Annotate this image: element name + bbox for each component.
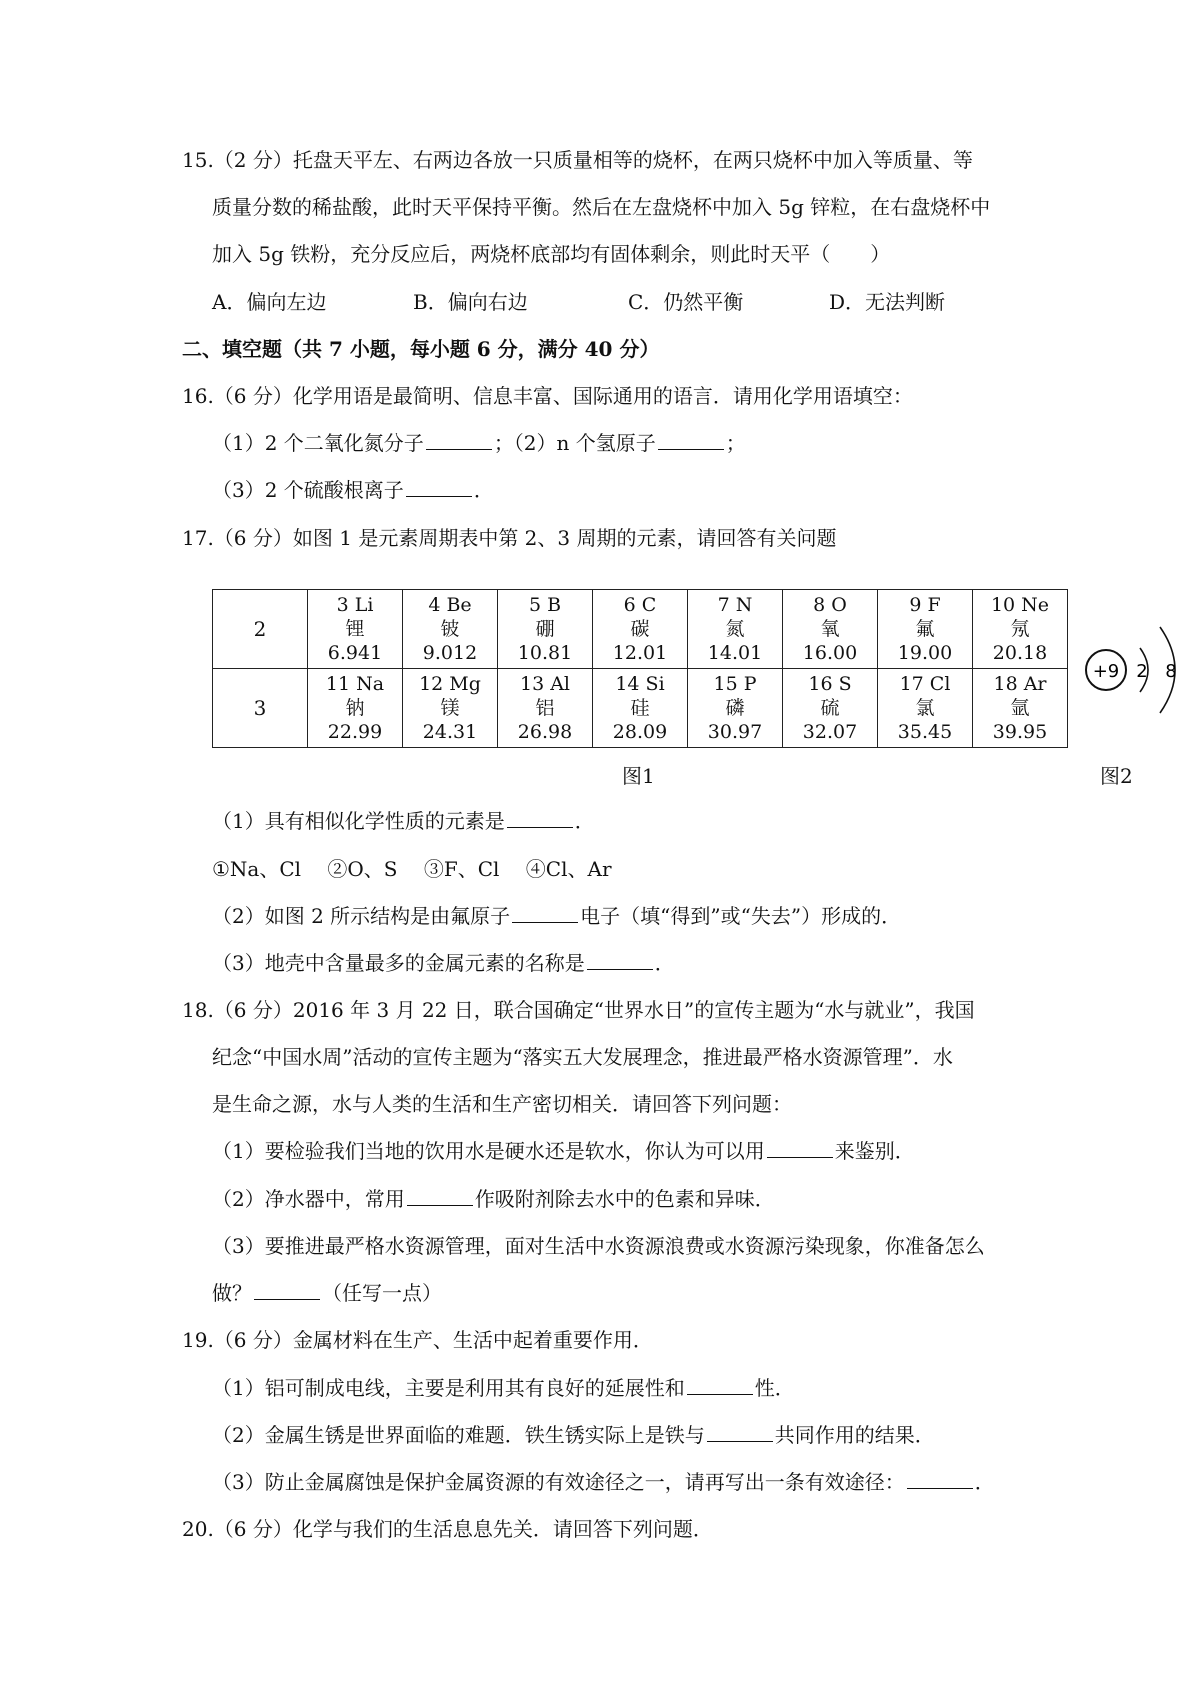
period-3-row — [213, 669, 1068, 748]
element-cell: 9 F 氟 19.00 — [878, 590, 973, 669]
element-cell: 12 Mg 镁 24.31 — [403, 669, 498, 748]
q18-line1: 18.（6 分）2016 年 3 月 22 日，联合国确定“世界水日”的宣传主题为“水与就业”，我国 — [182, 998, 975, 1022]
answer-blank — [687, 1374, 753, 1395]
q18-line2: 纪念“中国水周”活动的宣传主题为“落实五大发展理念，推进最严格水资源管理”．水 — [212, 1045, 953, 1069]
q17-p2-text: （2）如图 2 所示结构是由氟原子 — [212, 904, 511, 928]
q16-stem: 16.（6 分）化学用语是最简明、信息丰富、国际通用的语言．请用化学用语填空： — [182, 384, 913, 408]
q16-p2-end: ； — [725, 431, 746, 455]
q17-part3 — [212, 949, 675, 977]
answer-blank — [426, 429, 492, 450]
q18-p3-end: （任写一点） — [322, 1281, 442, 1305]
q15-option-b: B．偏向右边 — [413, 290, 528, 314]
q16-part3 — [212, 476, 494, 504]
q18-p1-text: （1）要检验我们当地的饮用水是硬水还是软水，你认为可以用 — [212, 1139, 765, 1163]
q17-p2-end: 电子（填“得到”或“失去”）形成的． — [580, 904, 902, 928]
q16-p3-text: （3）2 个硫酸根离子 — [212, 478, 404, 502]
q15-line1: 15.（2 分）托盘天平左、右两边各放一只质量相等的烧杯，在两只烧杯中加入等质量、等 — [182, 148, 973, 172]
figure-2-label: 图2 — [1100, 764, 1133, 788]
q18-part3: （3）要推进最严格水资源管理，面对生活中水资源浪费或水资源污染现象，你准备怎么 — [212, 1234, 985, 1258]
element-cell: 4 Be 铍 9.012 — [403, 590, 498, 669]
period-label: 2 — [213, 590, 308, 669]
answer-blank — [507, 807, 573, 828]
element-cell: 11 Na 钠 22.99 — [308, 669, 403, 748]
q19-stem: 19.（6 分）金属材料在生产、生活中起着重要作用． — [182, 1328, 653, 1352]
periodic-table — [212, 589, 1068, 748]
q18-part2 — [212, 1185, 775, 1213]
element-cell: 14 Si 硅 28.09 — [593, 669, 688, 748]
q17-p1-text: （1）具有相似化学性质的元素是 — [212, 809, 505, 833]
q19-p1-end: 性． — [754, 1376, 795, 1400]
section-title: 二、填空题（共 7 小题，每小题 6 分，满分 40 分） — [182, 337, 660, 361]
answer-blank — [406, 476, 472, 497]
q19-p2-end: 共同作用的结果． — [774, 1423, 935, 1447]
q17-p1-end: ． — [574, 809, 595, 833]
nucleus-charge: +9 — [1092, 661, 1120, 682]
element-cell: 17 Cl 氯 35.45 — [878, 669, 973, 748]
shell-2-electrons: 8 — [1165, 661, 1177, 682]
q19-p3-end: ． — [974, 1470, 995, 1494]
answer-blank — [512, 902, 578, 923]
answer-blank — [707, 1421, 773, 1442]
element-cell: 6 C 碳 12.01 — [593, 590, 688, 669]
q19-part1 — [212, 1374, 795, 1402]
q18-p2-end: 作吸附剂除去水中的色素和异味． — [474, 1187, 775, 1211]
q18-part3-cont — [212, 1279, 442, 1307]
q17-stem: 17.（6 分）如图 1 是元素周期表中第 2、3 周期的元素，请回答有关问题 — [182, 526, 837, 550]
q18-p2-text: （2）净水器中，常用 — [212, 1187, 405, 1211]
q16-p2-text: ；（2）n 个氢原子 — [493, 431, 656, 455]
q15-option-a: A．偏向左边 — [212, 290, 327, 314]
answer-blank — [907, 1468, 973, 1489]
answer-blank — [407, 1185, 473, 1206]
element-cell: 5 B 硼 10.81 — [498, 590, 593, 669]
answer-blank — [658, 429, 724, 450]
element-cell: 7 N 氮 14.01 — [688, 590, 783, 669]
q19-part2 — [212, 1421, 935, 1449]
q17-choices: ①Na、Cl ②O、S ③F、Cl ④Cl、Ar — [212, 857, 612, 881]
q18-part1 — [212, 1137, 915, 1165]
q17-p3-end: ． — [654, 951, 675, 975]
q18-p1-end: 来鉴别． — [834, 1139, 915, 1163]
q17-part2 — [212, 902, 901, 930]
q16-p3-end: ． — [473, 478, 494, 502]
answer-blank — [254, 1279, 320, 1300]
q16-p1-text: （1）2 个二氧化氮分子 — [212, 431, 424, 455]
q19-p3-text: （3）防止金属腐蚀是保护金属资源的有效途径之一，请再写出一条有效途径： — [212, 1470, 905, 1494]
q19-p2-text: （2）金属生锈是世界面临的难题．铁生锈实际上是铁与 — [212, 1423, 705, 1447]
element-cell: 16 S 硫 32.07 — [783, 669, 878, 748]
period-2-row — [213, 590, 1068, 669]
answer-blank — [587, 949, 653, 970]
q20-stem: 20.（6 分）化学与我们的生活息息先关．请回答下列问题． — [182, 1517, 713, 1541]
q16-part1 — [212, 429, 746, 457]
element-cell: 13 Al 铝 26.98 — [498, 669, 593, 748]
period-label: 3 — [213, 669, 308, 748]
q15-line3: 加入 5g 铁粉，充分反应后，两烧杯底部均有固体剩余，则此时天平（ ） — [212, 242, 891, 266]
q15-option-c: C．仍然平衡 — [628, 290, 744, 314]
element-cell: 3 Li 锂 6.941 — [308, 590, 403, 669]
q15-option-d: D．无法判断 — [829, 290, 946, 314]
figure-1-label: 图1 — [622, 764, 655, 788]
answer-blank — [767, 1137, 833, 1158]
element-cell: 10 Ne 氖 20.18 — [973, 590, 1068, 669]
atom-structure-diagram — [1080, 615, 1190, 727]
q17-p3-text: （3）地壳中含量最多的金属元素的名称是 — [212, 951, 585, 975]
q17-part1 — [212, 807, 595, 835]
q18-line3: 是生命之源，水与人类的生活和生产密切相关．请回答下列问题： — [212, 1092, 792, 1116]
element-cell: 18 Ar 氩 39.95 — [973, 669, 1068, 748]
shell-1-electrons: 2 — [1136, 661, 1148, 682]
element-cell: 8 O 氧 16.00 — [783, 590, 878, 669]
q19-part3 — [212, 1468, 995, 1496]
element-cell: 15 P 磷 30.97 — [688, 669, 783, 748]
q15-line2: 质量分数的稀盐酸，此时天平保持平衡。然后在左盘烧杯中加入 5g 锌粒，在右盘烧杯中 — [212, 195, 991, 219]
q18-p3-text: 做？ — [212, 1281, 252, 1305]
q19-p1-text: （1）铝可制成电线，主要是利用其有良好的延展性和 — [212, 1376, 685, 1400]
